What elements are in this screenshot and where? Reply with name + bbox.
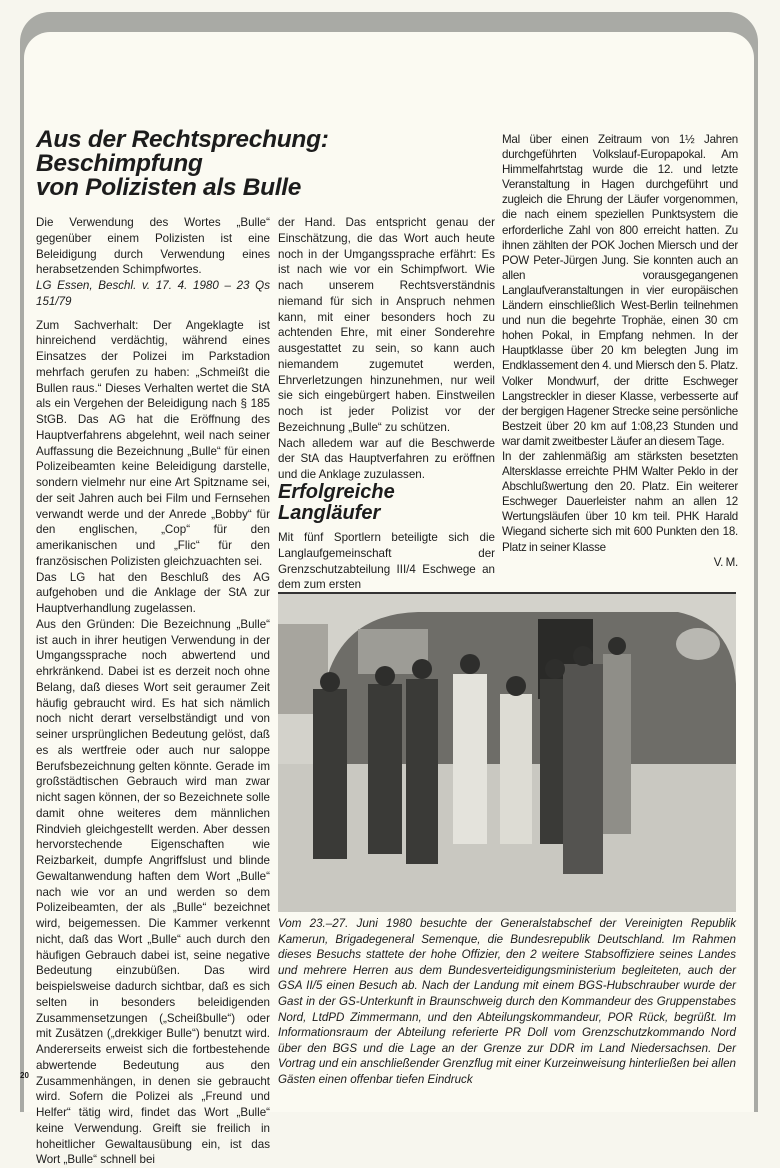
title-line: Beschimpfung	[36, 150, 203, 177]
news-photo	[278, 592, 736, 912]
body-paragraph: In der zahlenmäßig am stärksten besetzten Altersklasse erreichte PHM Walter Peklo in der Abschlußwertung den 20. Platz. Ein weiterer Eschweger Dauerleister nahm an allen 12 Wertungsläufen über 10 km teil. PHK Harald Wiegand sicherte sich mit 600 Punkten den 18. Platz in seiner Klasse	[502, 449, 738, 554]
body-paragraph-continued: der Hand. Das entspricht genau der Einschätzung, die das Wort auch heute noch in der Umgangssprache erfährt: Es ist nach wie vor ein Schimpfwort. Wie nach unserem Rechtsverständnis niemand für sich in Anspruch nehmen kann, mit einer besonders hoch zu achtenden Ehre, mit einer Sonderehre ausgestattet zu sein, so kann auch niemandem zugemutet werden, Ehrverletzungen hinzunehmen, nur weil sie sich eingebürgert haben. Einstweilen noch ist jeder Polizist vor der Bezeichnung „Bulle“ zu schützen.	[278, 216, 495, 434]
article-title	[36, 128, 329, 200]
article-2-column-continued	[502, 132, 738, 570]
lead-paragraph: Die Verwendung des Wortes „Bulle“ gegenüber einem Polizisten ist eine Beleidigung durch Verwendung eines herabsetzenden Schimpfwortes.	[36, 216, 270, 277]
title-line: Aus der Rechtsprechung:	[36, 126, 329, 153]
court-citation: LG Essen, Beschl. v. 17. 4. 1980 – 23 Qs 151/79	[36, 279, 270, 308]
author-signature: V. M.	[713, 555, 738, 569]
body-paragraph: Zum Sachverhalt: Der Angeklagte ist hinreichend verdächtig, während eines Einsatzes der Polizei im Parkstadion mehrfach gerufen zu haben: „Schmeißt die Bullen raus.“ Dieses Verhalten wertet die StA als ein Vergehen der Beleidigung nach § 185 StGB. Das AG hat die Eröffnung des Hauptverfahrens abgelehnt, weil nach seiner Auffassung die Bezeichnung „Bulle“ für einen Polizeibeamten keine Beleidigung darstelle, sondern vielmehr nur eine Art Spitzname sei, der seit Jahren auch bei Film und Fernsehen verwandt werde und der Anrede „Bobby“ für den englischen, „Cop“ für den amerikanischen und „Flic“ für den französischen Polizisten gleichzuachten sei.	[36, 318, 270, 568]
body-paragraph-continued: Mal über einen Zeitraum von 1½ Jahren durchgeführten Volkslauf-Europapokal. Am Himmelfahrtstag wurde die 12. und letzte Veranstaltung in Hagen durchgeführt und zugleich die Ehrung der Läufer vorgenommen, die nach einem speziellen Punktsystem die erforderliche Zahl von 800 erreicht hatten. Zu ihnen zählten der POK Jochen Miersch und der POW Peter-Jürgen Jung. Sie konnten auch an allen vorausgegangenen Langlaufveranstaltungen in vier europäischen Ländern einschließlich West-Berlin teilnehmen und nun die begehrte Trophäe, einen 30 cm hohen Pokal, in Empfang nehmen. In der Hauptklasse über 20 km belegten Jung im Endklassement den 4. und Miersch den 5. Platz. Volker Mondwurf, der dritte Eschweger Langstreckler in dieser Klasse, verbesserte auf der bergigen Hagener Strecke seine persönliche Bestzeit über 20 km auf 1:08,23 Stunden und war damit zweitbester Läufer an diesem Tage.	[502, 133, 738, 448]
body-paragraph: Nach alledem war auf die Beschwerde der StA das Hauptverfahren zu eröffnen und die Anklage zuzulassen.	[278, 436, 495, 481]
body-paragraph: Mit fünf Sportlern beteiligte sich die Langlaufgemeinschaft der Grenzschutzabteilung III/4 Eschwege an dem zum ersten	[278, 531, 495, 592]
page-number: 20	[20, 1071, 29, 1080]
body-paragraph: Das LG hat den Beschluß des AG aufgehoben und die Anklage der StA zur Hauptverhandlung zugelassen.	[36, 570, 270, 615]
article-column-2	[278, 215, 495, 483]
body-paragraph: Aus den Gründen: Die Bezeichnung „Bulle“ ist auch in ihrer heutigen Verwendung in der Umgangssprache noch abwertend und ehrkränkend. Dabei ist es derzeit noch ohne Belang, daß dieses Wort seit geraumer Zeit häufig gebraucht wird. Es hat sich nämlich noch nicht derart verselbständigt und von seiner ursprünglichen Bedeutung gelöst, daß es als wertfreie oder auch nur saloppe Berufsbezeichnung gelten könnte. Gerade im großstädtischen Gebrauch wird man zwar nicht sagen können, der so Bezeichnete solle damit ohne weiteres dem männlichen Rindvieh gleichgestellt werden. Aber dessen hervorstechende Eigenschaften wie Reizbarkeit, dumpfe Angriffslust und blinde Gewaltanwendung haften dem Wort „Bulle“ nach wie vor an und werden so dem Polizeibeamten, der als „Bulle“ bezeichnet wird, beigemessen. Die Kammer verkennt nicht, daß das Wort „Bulle“ auch durch den häufigen Gebrauch dabei ist, seine negative Bedeutung einzubüßen. Das wird beispielsweise dadurch sichtbar, daß es sich selten in besonders beleidigenden Zusammensetzungen („Scheißbulle“) oder mit Zusätzen („drekkiger Bulle“) benutzt wird. Andererseits erweist sich die fortbestehende abwertende Bedeutung aus den Zusammenhängen, in denen sie gebraucht wird. Sofern die Polizei als „Freund und Helfer“ tätig wird, findet das Wort „Bulle“ keine Verwendung. Greift sie freilich in hoheitlicher Gewaltausübung ein, ist das Wort „Bulle“ schnell bei	[36, 617, 270, 1167]
photo-helicopter-group-image	[278, 594, 736, 912]
article-2-column-start	[278, 530, 495, 593]
photo-caption: Vom 23.–27. Juni 1980 besuchte der Generalstabschef der Vereinigten Republik Kamerun, Brigadegeneral Semenque, die Bundesrepublik Deutschland. Im Rahmen dieses Besuchs stattete der hohe Offizier, den 2 weitere Stabsoffiziere seines Landes und mehrere Herren aus dem Bundesverteidigungsministerium begleiteten, auch der GSA II/5 einen Besuch ab. Nach der Landung mit einem BGS-Hubschrauber wurde der Gast in der GS-Unterkunft in Braunschweig durch den Kommandeur des Gruppenstabes Nord, LtdPD Zimmermann, und den Abteilungskommandeur, POR Rück, begrüßt. Im Informationsraum der Abteilung referierte PR Doll vom Grenzschutzkommando Nord über den BGS und die Lage an der Grenze zur DDR im Land Niedersachsen. Der Vortrag und ein anschließender Grenzflug mit einer Kurzeinweisung hinterließen bei allen Gästen einen offenbar tiefen Eindruck	[278, 917, 736, 1086]
article-column-1	[36, 215, 270, 1168]
title-line: Langläufer	[278, 502, 381, 524]
title-line: von Polizisten als Bulle	[36, 174, 302, 201]
article-2-title	[278, 482, 395, 524]
title-line: Erfolgreiche	[278, 481, 395, 503]
